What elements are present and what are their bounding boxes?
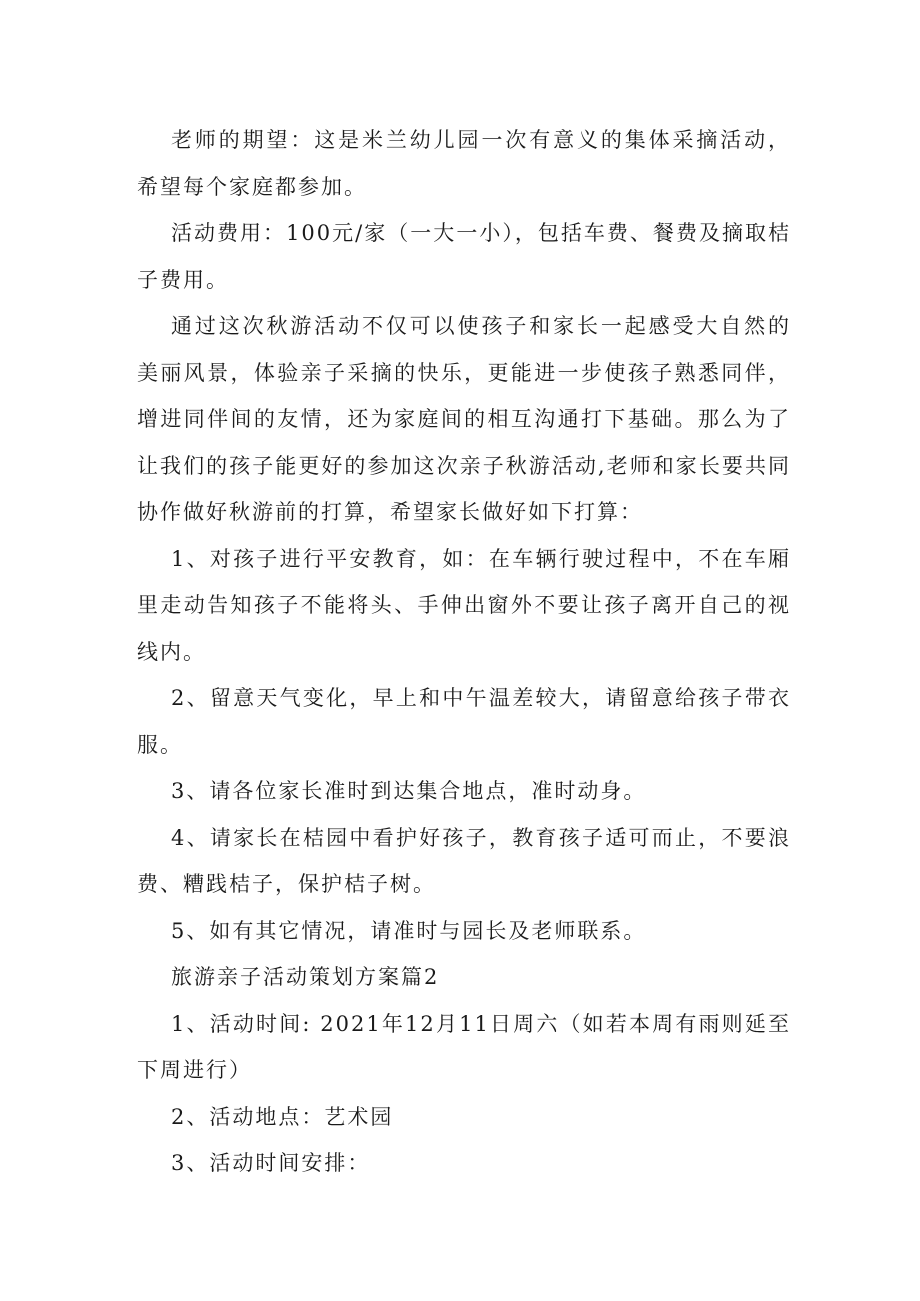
paragraph-item-2-weather: 2、留意天气变化，早上和中午温差较大，请留意给孩子带衣服。 [137, 686, 791, 757]
paragraph-teacher-expectation: 老师的期望：这是米兰幼儿园一次有意义的集体采摘活动，希望每个家庭都参加。 [137, 128, 791, 199]
document-body [137, 117, 791, 1187]
paragraph-item-5-contact: 5、如有其它情况，请准时与园长及老师联系。 [171, 918, 647, 943]
paragraph-activity-fee: 活动费用：100元/家（一大一小），包括车费、餐费及摘取桔子费用。 [137, 221, 791, 292]
paragraph-autumn-trip-purpose: 通过这次秋游活动不仅可以使孩子和家长一起感受大自然的美丽风景，体验亲子采摘的快乐，更能进一步使孩子熟悉同伴，增进同伴间的友情，还为家庭间的相互沟通打下基础。那么为了让我们的孩子能更好的参加这次亲子秋游活动,老师和家长要共同协作做好秋游前的打算，希望家长做好如下打算： [137, 314, 791, 524]
paragraph-item-3-punctuality: 3、请各位家长准时到达集合地点，准时动身。 [171, 779, 647, 803]
section-heading: 旅游亲子活动策划方案篇2 [171, 965, 440, 989]
paragraph-item-4-orchard: 4、请家长在桔园中看护好孩子，教育孩子适可而止，不要浪费、糟践桔子，保护桔子树。 [137, 825, 791, 896]
paragraph-activity-time: 1、活动时间: 2021年12月11日周六（如若本周有雨则延至下周进行） [137, 1011, 791, 1082]
paragraph-activity-schedule: 3、活动时间安排： [171, 1151, 371, 1175]
paragraph-activity-location: 2、活动地点：艺术园 [171, 1104, 394, 1129]
paragraph-item-1-safety: 1、对孩子进行平安教育，如：在车辆行驶过程中，不在车厢里走动告知孩子不能将头、手伸出窗外不要让孩子离开自己的视线内。 [137, 546, 791, 664]
